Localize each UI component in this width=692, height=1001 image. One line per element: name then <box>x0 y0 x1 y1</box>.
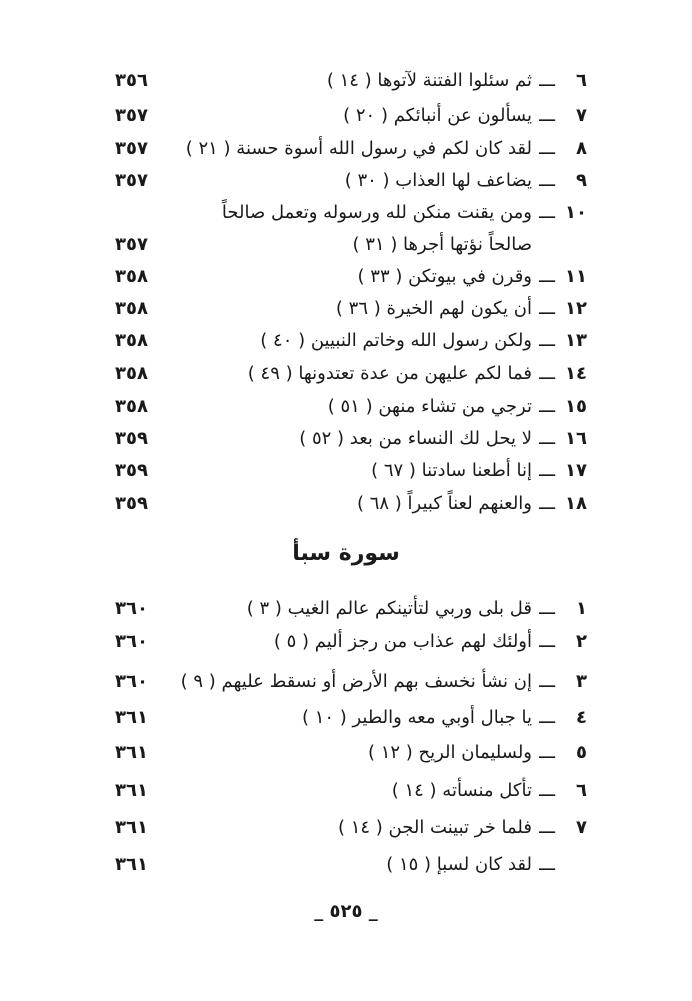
list-item <box>0 134 692 164</box>
page-number: ٣٦٠ <box>115 598 148 619</box>
entry-number: ١٥ <box>565 396 587 417</box>
page-number: ٣٥٧ <box>115 234 148 255</box>
page-number: ٣٥٩ <box>115 428 148 449</box>
footer-page-number: _ ٥٢٥ _ <box>314 901 378 922</box>
list-item <box>0 738 692 768</box>
entry-dash: ـــ <box>539 396 555 417</box>
page-number: ٣٦٠ <box>115 671 148 692</box>
entry-dash: ـــ <box>539 780 555 801</box>
verse-text: فما لكم عليهن من عدة تعتدونها ( ٤٩ ) <box>247 363 532 384</box>
list-item <box>0 101 692 131</box>
section-title: سورة سبأ <box>292 541 400 566</box>
page-number: ٣٦١ <box>115 854 148 875</box>
entry-number: ٢ <box>576 631 587 652</box>
list-item <box>0 392 692 422</box>
list-item <box>0 66 692 96</box>
verse-text: تأكل منسأته ( ١٤ ) <box>391 780 532 801</box>
entry-number: ٦ <box>576 70 587 91</box>
entry-dash: ـــ <box>539 817 555 838</box>
page-number: ٣٥٧ <box>115 105 148 126</box>
entry-dash: ـــ <box>539 631 555 652</box>
verse-text: يضاعف لها العذاب ( ٣٠ ) <box>344 170 532 191</box>
verse-text: فلما خر تبينت الجن ( ١٤ ) <box>337 817 532 838</box>
page-number: ٣٦١ <box>115 817 148 838</box>
entry-dash: ـــ <box>539 298 555 319</box>
verse-text: لقد كان لسبإ ( ١٥ ) <box>386 854 532 875</box>
verse-text: إن نشأ نخسف بهم الأرض أو نسقط عليهم ( ٩ ) <box>180 671 532 692</box>
entry-number: ٧ <box>576 817 587 838</box>
entry-dash: ـــ <box>539 70 555 91</box>
verse-text: ومن يقنت منكن لله ورسوله وتعمل صالحاً <box>221 202 532 223</box>
list-item <box>0 456 692 486</box>
entry-number: ١٣ <box>565 330 587 351</box>
list-item <box>0 627 692 657</box>
page-number: ٣٥٩ <box>115 493 148 514</box>
entry-number: ٨ <box>576 138 587 159</box>
entry-dash: ـــ <box>539 707 555 728</box>
page-number: ٣٥٨ <box>115 396 148 417</box>
list-item <box>0 813 692 843</box>
verse-text: ولكن رسول الله وخاتم النبيين ( ٤٠ ) <box>260 330 532 351</box>
entry-dash: ـــ <box>539 460 555 481</box>
verse-text: لا يحل لك النساء من بعد ( ٥٢ ) <box>299 428 532 449</box>
entry-dash: ـــ <box>539 330 555 351</box>
entry-number: ٤ <box>576 707 587 728</box>
verse-text: لقد كان لكم في رسول الله أسوة حسنة ( ٢١ ) <box>185 138 532 159</box>
page-number: ٣٥٧ <box>115 138 148 159</box>
entry-number: ١٢ <box>565 298 587 319</box>
entry-number: ١٨ <box>565 493 587 514</box>
entry-number: ٧ <box>576 105 587 126</box>
entry-dash: ـــ <box>539 138 555 159</box>
verse-text: ولسليمان الريح ( ١٢ ) <box>367 742 532 763</box>
page-number: ٣٦١ <box>115 780 148 801</box>
entry-dash: ـــ <box>539 854 555 875</box>
entry-number: ١٤ <box>565 363 587 384</box>
page-number: ٣٥٨ <box>115 266 148 287</box>
entry-dash: ـــ <box>539 671 555 692</box>
list-item <box>0 850 692 880</box>
verse-text: يا جبال أوبي معه والطير ( ١٠ ) <box>301 707 532 728</box>
verse-text: صالحاً نؤتها أجرها ( ٣١ ) <box>352 234 532 255</box>
list-item-continuation <box>0 230 692 260</box>
list-item <box>0 326 692 356</box>
page-number: ٣٥٨ <box>115 298 148 319</box>
entry-dash: ـــ <box>539 428 555 449</box>
list-item <box>0 594 692 624</box>
entry-dash: ـــ <box>539 742 555 763</box>
list-item <box>0 166 692 196</box>
entry-number: ١١ <box>565 266 587 287</box>
verse-text: يسألون عن أنبائكم ( ٢٠ ) <box>343 105 532 126</box>
page-number: ٣٥٨ <box>115 330 148 351</box>
page-number: ٣٦١ <box>115 707 148 728</box>
verse-text: ترجي من تشاء منهن ( ٥١ ) <box>327 396 532 417</box>
verse-text: والعنهم لعناً كبيراً ( ٦٨ ) <box>356 493 532 514</box>
verse-text: وقرن في بيوتكن ( ٣٣ ) <box>357 266 532 287</box>
verse-text: قل بلى وربي لتأتينكم عالم الغيب ( ٣ ) <box>246 598 532 619</box>
entry-dash: ـــ <box>539 598 555 619</box>
page-number: ٣٦٠ <box>115 631 148 652</box>
entry-number: ٥ <box>576 742 587 763</box>
list-item <box>0 262 692 292</box>
entry-number: ١ <box>576 598 587 619</box>
list-item <box>0 359 692 389</box>
list-item <box>0 424 692 454</box>
entry-number: ٩ <box>576 170 587 191</box>
verse-text: ثم سئلوا الفتنة لآتوها ( ١٤ ) <box>326 70 532 91</box>
page-number: ٣٥٩ <box>115 460 148 481</box>
page-number: ٣٥٨ <box>115 363 148 384</box>
entry-number: ٦ <box>576 780 587 801</box>
verse-text: إنا أطعنا سادتنا ( ٦٧ ) <box>371 460 532 481</box>
page-number: ٣٥٧ <box>115 170 148 191</box>
verse-text: أن يكون لهم الخيرة ( ٣٦ ) <box>335 298 532 319</box>
entry-dash: ـــ <box>539 266 555 287</box>
entry-dash: ـــ <box>539 170 555 191</box>
page-number: ٣٦١ <box>115 742 148 763</box>
list-item <box>0 703 692 733</box>
entry-number: ٣ <box>576 671 587 692</box>
entry-number: ١٠ <box>565 202 587 223</box>
list-item <box>0 294 692 324</box>
entry-dash: ـــ <box>539 202 555 223</box>
entry-number: ١٧ <box>565 460 587 481</box>
page-number: ٣٥٦ <box>115 70 148 91</box>
entry-dash: ـــ <box>539 493 555 514</box>
list-item <box>0 667 692 697</box>
entry-dash: ـــ <box>539 105 555 126</box>
entry-number: ١٦ <box>565 428 587 449</box>
list-item <box>0 198 692 228</box>
list-item <box>0 776 692 806</box>
verse-text: أولئك لهم عذاب من رجز أليم ( ٥ ) <box>273 631 532 652</box>
list-item <box>0 489 692 519</box>
entry-dash: ـــ <box>539 363 555 384</box>
